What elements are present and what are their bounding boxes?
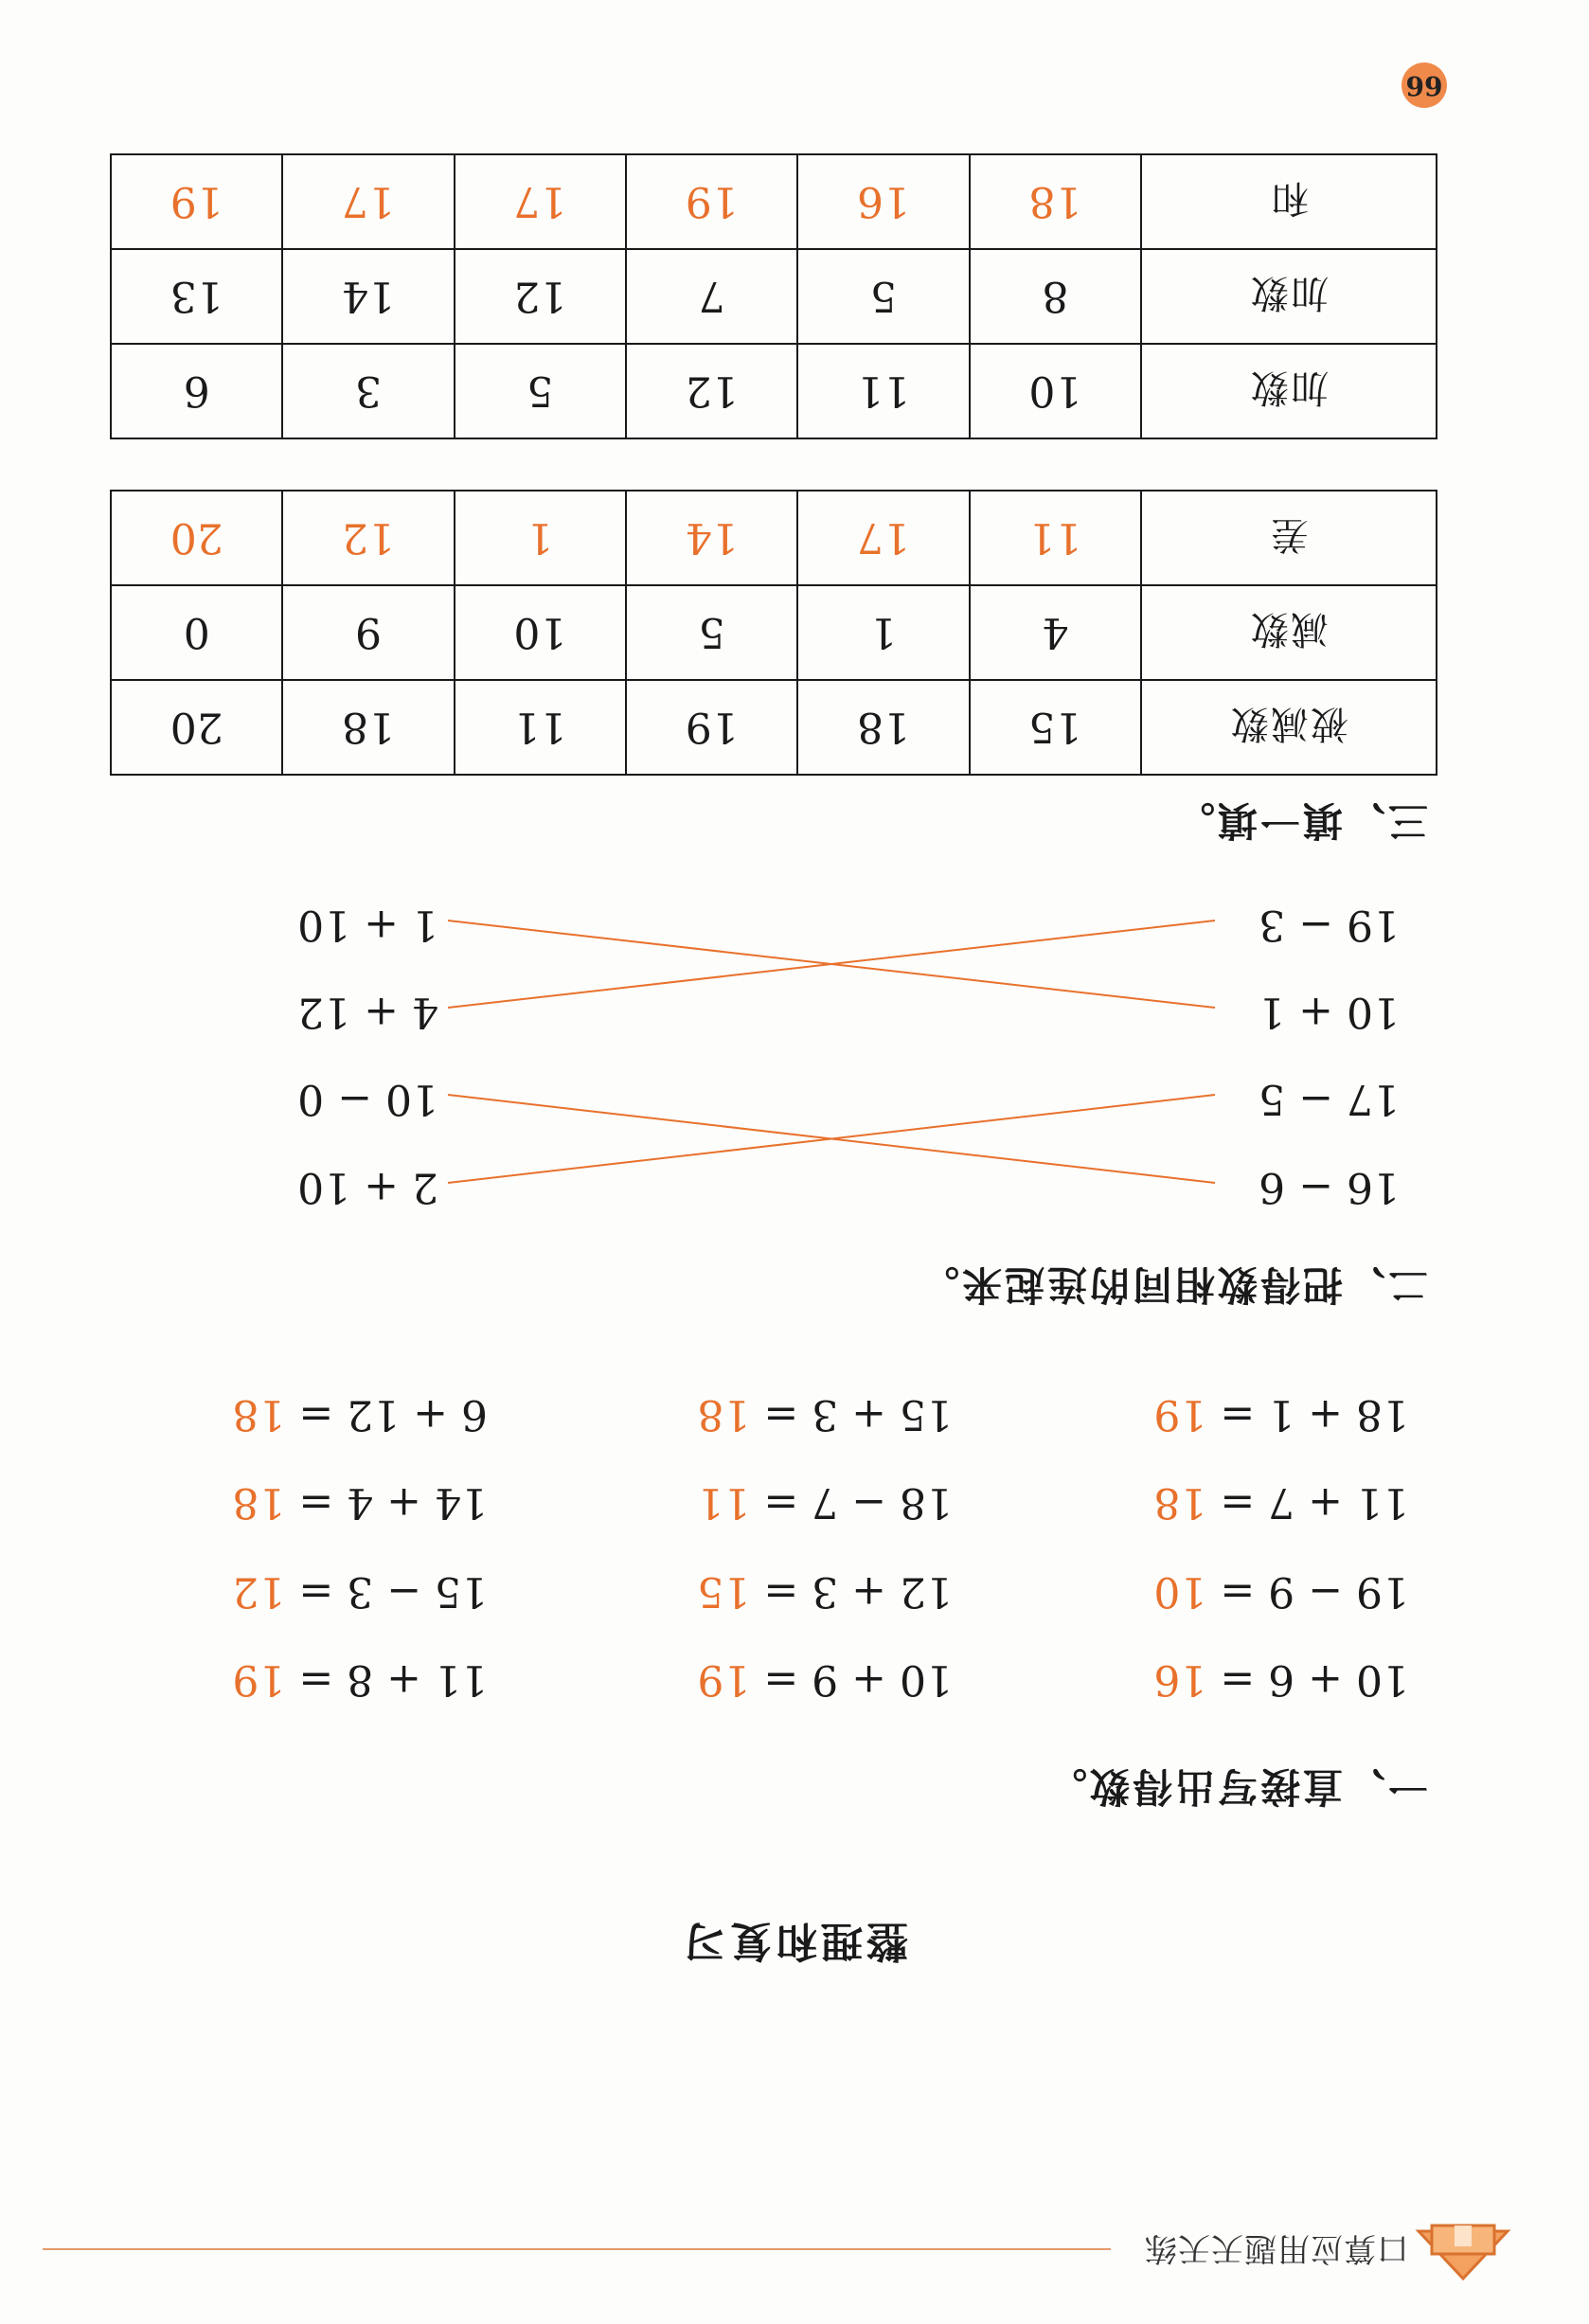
table-cell: 15 [970,680,1141,775]
answer: 19 [232,1655,286,1704]
right-expression: 2 + 10 [297,1163,438,1211]
table-cell: 13 [111,249,282,344]
answer-cell: 19 [626,154,797,249]
answer: 10 [1153,1567,1207,1616]
right-expression: 1 + 10 [297,901,438,949]
answer: 18 [697,1390,751,1439]
row-label: 加数 [1141,249,1437,344]
table-cell: 3 [282,344,454,438]
table-cell: 0 [111,585,282,680]
answer: 16 [1153,1655,1207,1704]
book-title: 口算应用题天天练 [1144,2229,1409,2267]
equation: 14 + 4 = 18 [232,1478,488,1527]
table-cell: 12 [626,344,797,438]
answer: 18 [232,1478,286,1527]
table-cell: 12 [455,249,626,344]
table-cell: 5 [455,344,626,438]
table-cell: 5 [797,249,969,344]
table-cell: 14 [282,249,454,344]
equation: 11 + 8 = 19 [232,1655,488,1704]
equation: 10 + 9 = 19 [697,1655,953,1704]
answer-cell: 20 [111,491,282,585]
left-expression: 17 − 5 [1259,1075,1400,1123]
answer-cell: 14 [626,491,797,585]
left-expression: 10 + 1 [1259,988,1400,1036]
right-expression: 4 + 12 [297,988,438,1036]
table-cell: 19 [626,680,797,775]
row-label: 加数 [1141,344,1437,438]
table-cell: 11 [455,680,626,775]
answer: 18 [1153,1478,1207,1527]
answer-cell: 17 [455,154,626,249]
answer: 12 [232,1567,286,1616]
answer-cell: 11 [970,491,1141,585]
equation: 12 + 3 = 15 [697,1567,953,1616]
section2-heading: 二、把得数相同的连起来。 [916,1261,1428,1308]
equation: 11 + 7 = 18 [1153,1478,1409,1527]
table-cell: 18 [282,680,454,775]
table-cell: 18 [797,680,969,775]
table-cell: 6 [111,344,282,438]
answer-cell: 1 [455,491,626,585]
page-title: 整理和复习 [681,1917,908,1965]
table-cell: 7 [626,249,797,344]
equation: 18 − 7 = 11 [697,1478,953,1527]
table-cell: 10 [455,585,626,680]
answer: 11 [697,1478,751,1527]
answer-cell: 16 [797,154,969,249]
answer-cell: 12 [282,491,454,585]
table-cell: 4 [970,585,1141,680]
answer: 19 [697,1655,751,1704]
answer-cell: 17 [282,154,454,249]
equation: 15 + 3 = 18 [697,1390,953,1439]
answer-cell: 17 [797,491,969,585]
row-label: 差 [1141,491,1437,585]
left-expression: 19 − 3 [1259,901,1400,949]
left-expression: 16 − 6 [1259,1163,1400,1211]
subtraction-table [110,490,1437,776]
table-cell: 5 [626,585,797,680]
page-number: 66 [1402,63,1447,108]
table-cell: 11 [797,344,969,438]
section3-heading: 三、填一填。 [1171,797,1428,844]
equation: 19 − 9 = 10 [1153,1567,1409,1616]
right-expression: 10 − 0 [297,1075,438,1123]
equation: 18 + 1 = 19 [1153,1390,1409,1439]
table-cell: 20 [111,680,282,775]
answer-cell: 18 [970,154,1141,249]
row-label: 被减数 [1141,680,1437,775]
section1-heading: 一、直接写出得数。 [1044,1763,1428,1810]
table-cell: 1 [797,585,969,680]
equation: 15 − 3 = 12 [232,1567,488,1616]
answer-cell: 19 [111,154,282,249]
answer: 15 [697,1567,751,1616]
answer: 18 [232,1390,286,1439]
addition-table [110,153,1437,439]
equation: 6 + 12 = 18 [232,1390,488,1439]
equation: 10 + 6 = 16 [1153,1655,1409,1704]
row-label: 和 [1141,154,1437,249]
table-cell: 9 [282,585,454,680]
table-cell: 8 [970,249,1141,344]
table-cell: 10 [970,344,1141,438]
answer: 19 [1153,1390,1207,1439]
row-label: 减数 [1141,585,1437,680]
